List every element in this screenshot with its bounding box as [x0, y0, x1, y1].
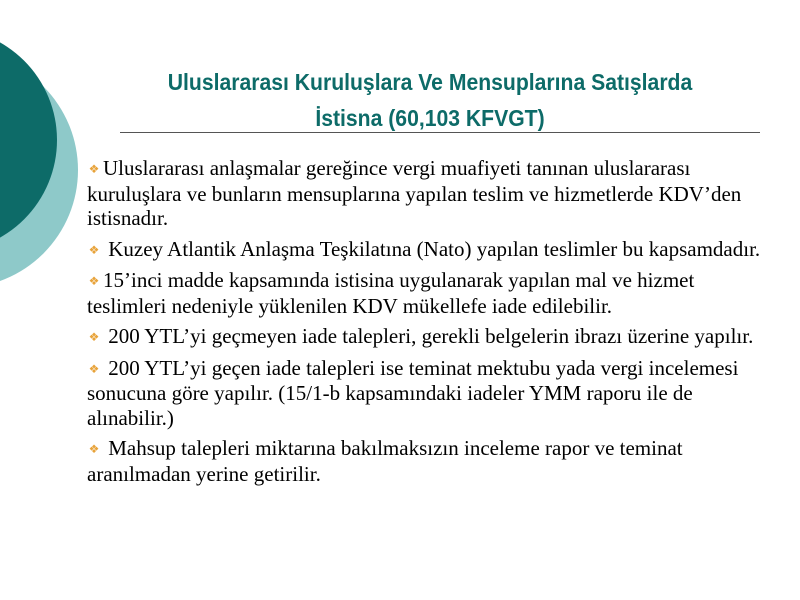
bullet-text: 15’inci madde kapsamında istisina uygulanarak yapılan mal ve hizmet teslimleri nedeniyle yüklenilen KDV mükellefe iade edilebilir.	[87, 268, 695, 318]
diamond-bullet-icon: ❖	[88, 442, 100, 456]
bullet-text: 200 YTL’yi geçmeyen iade talepleri, gerekli belgelerin ibrazı üzerine yapılır.	[103, 324, 754, 348]
bullet-item	[87, 324, 777, 350]
diamond-bullet-icon: ❖	[88, 274, 100, 288]
bullet-item	[87, 356, 777, 431]
slide-title	[126, 64, 733, 136]
bullet-text: Mahsup talepleri miktarına bakılmaksızın inceleme rapor ve teminat aranılmadan yerine getirilir.	[87, 436, 683, 486]
title-divider	[120, 132, 760, 133]
bullet-item	[87, 156, 777, 231]
bullet-text: 200 YTL’yi geçen iade talepleri ise teminat mektubu yada vergi incelemesi sonucuna göre yapılır. (15/1-b kapsamındaki iadeler YMM raporu ile de alınabilir.)	[87, 355, 739, 430]
diamond-bullet-icon: ❖	[88, 361, 100, 376]
diamond-bullet-icon: ❖	[88, 162, 100, 176]
bullet-item	[87, 268, 777, 318]
bullet-list	[87, 156, 777, 492]
bullet-item	[87, 436, 777, 486]
title-line-2: İstisna (60,103 KFVGT)	[315, 105, 545, 131]
bullet-text: Kuzey Atlantik Anlaşma Teşkilatına (Nato) yapılan teslimler bu kapsamdadır.	[103, 236, 761, 261]
diamond-bullet-icon: ❖	[88, 242, 100, 257]
bullet-item	[87, 237, 777, 263]
diamond-bullet-icon: ❖	[88, 330, 100, 344]
title-line-1: Uluslararası Kuruluşlara Ve Mensuplarına Satışlarda	[167, 69, 693, 95]
decorative-circles	[0, 0, 90, 320]
bullet-text: Uluslararası anlaşmalar gereğince vergi muafiyeti tanınan uluslararası kuruluşlara ve bunların mensuplarına yapılan teslim ve hizmetlerde KDV’den istisnadır.	[87, 156, 742, 230]
